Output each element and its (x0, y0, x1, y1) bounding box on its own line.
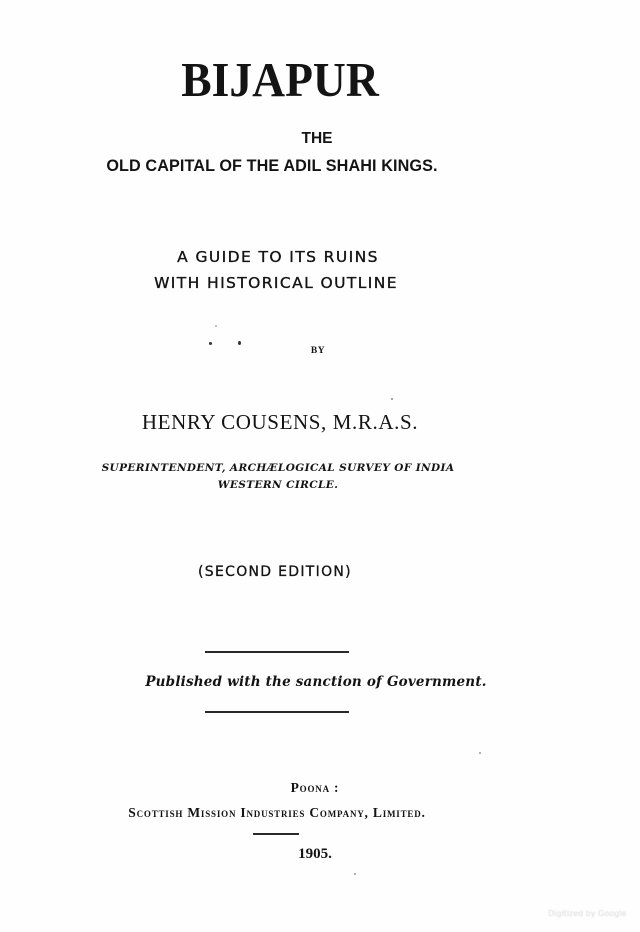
ink-speck (215, 325, 217, 327)
description-line-1: A GUIDE TO ITS RUINS (177, 248, 379, 266)
divider-rule (205, 651, 349, 653)
by-label: BY (310, 346, 326, 356)
book-title: BIJAPUR (181, 52, 379, 107)
author-affiliation-line-1: SUPERINTENDENT, ARCHÆLOGICAL SURVEY OF INDIA (101, 462, 455, 474)
book-subtitle: OLD CAPITAL OF THE ADIL SHAHI KINGS. (106, 157, 438, 175)
imprint-city: Poona : (290, 780, 340, 795)
ink-speck (391, 398, 393, 400)
subtitle-lead: THE (301, 130, 333, 147)
digitization-watermark: Digitized by Google (548, 909, 627, 918)
imprint-year: 1905. (298, 846, 332, 862)
ink-speck (479, 752, 481, 754)
ink-speck (209, 342, 212, 345)
author-affiliation-line-2: WESTERN CIRCLE. (217, 479, 339, 491)
divider-rule-short (253, 833, 299, 835)
edition-label: (SECOND EDITION) (198, 564, 352, 580)
divider-rule (205, 711, 349, 713)
ink-speck (238, 341, 241, 345)
author-name: HENRY COUSENS, M.R.A.S. (141, 410, 419, 434)
description-line-2: WITH HISTORICAL OUTLINE (154, 274, 398, 292)
ink-speck (354, 873, 356, 875)
sanction-note: Published with the sanction of Government. (145, 674, 487, 690)
imprint-publisher: Scottish Mission Industries Company, Limited. (128, 805, 426, 820)
